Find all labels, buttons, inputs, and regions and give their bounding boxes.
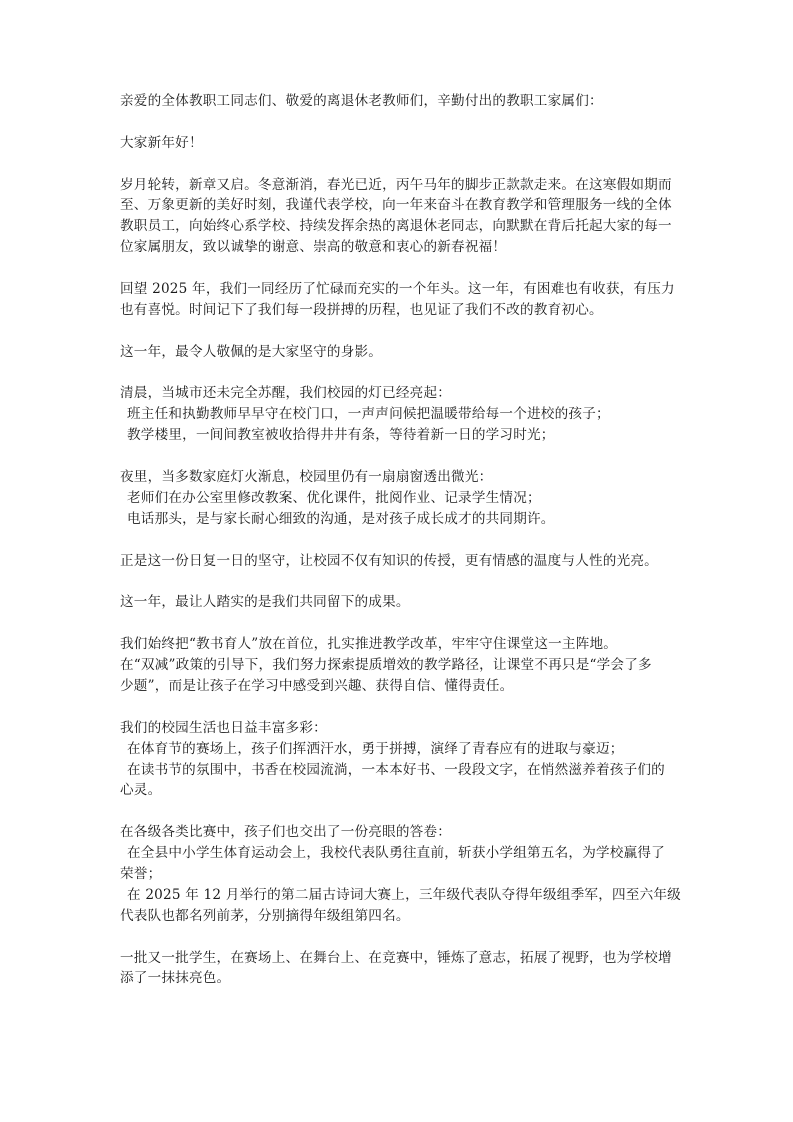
paragraph-competitions [120, 822, 680, 926]
text-line: 也有喜悦。时间记下了我们每一段拼搏的历程，也见证了我们不改的教育初心。 [120, 301, 603, 318]
paragraph-morning [120, 383, 680, 446]
text-line: 荣誉； [120, 865, 162, 882]
text-line: 位家属朋友，致以诚挚的谢意、崇高的敬意和衷心的新春祝福！ [120, 239, 507, 256]
text-line: 在体育节的赛场上，孩子们挥洒汗水，勇于拼搏，演绎了青春应有的进取与豪迈； [127, 740, 624, 757]
letter-document [120, 91, 680, 1010]
text-line: 一批又一批学生，在赛场上、在舞台上、在竞赛中，锤炼了意志，拓展了视野，也为学校增 [120, 949, 672, 966]
salutation-text: 亲爱的全体教职工同志们、敬爱的离退休老教师们，辛勤付出的教职工家属们： [120, 93, 603, 109]
salutation-paragraph [120, 91, 680, 112]
text-line: 夜里，当多数家庭灯火渐息，校园里仍有一扇扇窗透出微光： [120, 469, 493, 486]
text-line: 清晨，当城市还未完全苏醒，我们校园的灯已经亮起： [120, 385, 452, 402]
paragraph-persistence [120, 551, 680, 572]
text-line: 至、万象更新的美好时刻，我谨代表学校，向一年来奋斗在教育教学和管理服务一线的全体 [120, 197, 672, 214]
text-line: 心灵。 [120, 782, 162, 799]
text-line: 岁月轮转，新章又启。冬意渐消，春光已近，丙午马年的脚步正款款走来。在这寒假如期而 [120, 176, 672, 193]
text-line: 在各级各类比赛中，孩子们也交出了一份亮眼的答卷： [120, 824, 452, 841]
text-line: 老师们在办公室里修改教案、优化课件，批阅作业、记录学生情况； [127, 489, 541, 506]
paragraph-students-growth [120, 948, 680, 990]
text-line: 在读书节的氛围中，书香在校园流淌，一本本好书、一段段文字，在悄然滋养着孩子们的 [127, 761, 665, 778]
text-line: 这一年，最令人敬佩的是大家坚守的身影。 [120, 343, 383, 360]
text-line: 电话那头，是与家长耐心细致的沟通，是对孩子成长成才的共同期许。 [127, 510, 555, 527]
paragraph-campus-life [120, 718, 680, 802]
text-line: 这一年，最让人踏实的是我们共同留下的成果。 [120, 594, 410, 611]
text-line: 添了一抹抹亮色。 [120, 970, 231, 987]
text-line: 正是这一份日复一日的坚守，让校园不仅有知识的传授，更有情感的温度与人性的光亮。 [120, 552, 658, 569]
text-line: 我们的校园生活也日益丰富多彩： [120, 719, 327, 736]
paragraph-year-review [120, 279, 680, 321]
greeting-paragraph [120, 133, 680, 154]
text-line: 在全县中小学生体育运动会上，我校代表队勇往直前，斩获小学组第五名，为学校赢得了 [127, 845, 665, 862]
text-line: 我们始终把“教书育人”放在首位，扎实推进教学改革，牢牢守住课堂这一主阵地。 [120, 636, 618, 653]
text-line: 代表队也都名列前茅，分别摘得年级组第四名。 [120, 907, 410, 924]
text-line: 教学楼里，一间间教室被收拾得井井有条，等待着新一日的学习时光； [127, 427, 555, 444]
text-line: 班主任和执勤教师早早守在校门口，一声声问候把温暖带给每一个进校的孩子； [127, 406, 610, 423]
text-line: 回望 2025 年，我们一同经历了忙碌而充实的一个年头。这一年，有困难也有收获，有压力 [120, 281, 675, 298]
paragraph-night [120, 467, 680, 530]
paragraph-teaching-reform [120, 634, 680, 697]
text-line: 教职员工，向始终心系学校、持续发挥余热的离退休老同志，向默默在背后托起大家的每一 [120, 218, 672, 235]
paragraph-achievements-heading [120, 592, 680, 613]
text-line: 少题”，而是让孩子在学习中感受到兴趣、获得自信、懂得责任。 [120, 677, 514, 694]
paragraph-dedication-heading [120, 342, 680, 363]
text-line: 在“双减”政策的引导下，我们努力探索提质增效的教学路径，让课堂不再只是“学会了多 [120, 657, 652, 674]
text-line: 在 2025 年 12 月举行的第二届古诗词大赛上，三年级代表队夺得年级组季军，四至六年级 [127, 886, 681, 903]
paragraph-new-year-thanks [120, 175, 680, 259]
greeting-text: 大家新年好！ [120, 134, 203, 151]
